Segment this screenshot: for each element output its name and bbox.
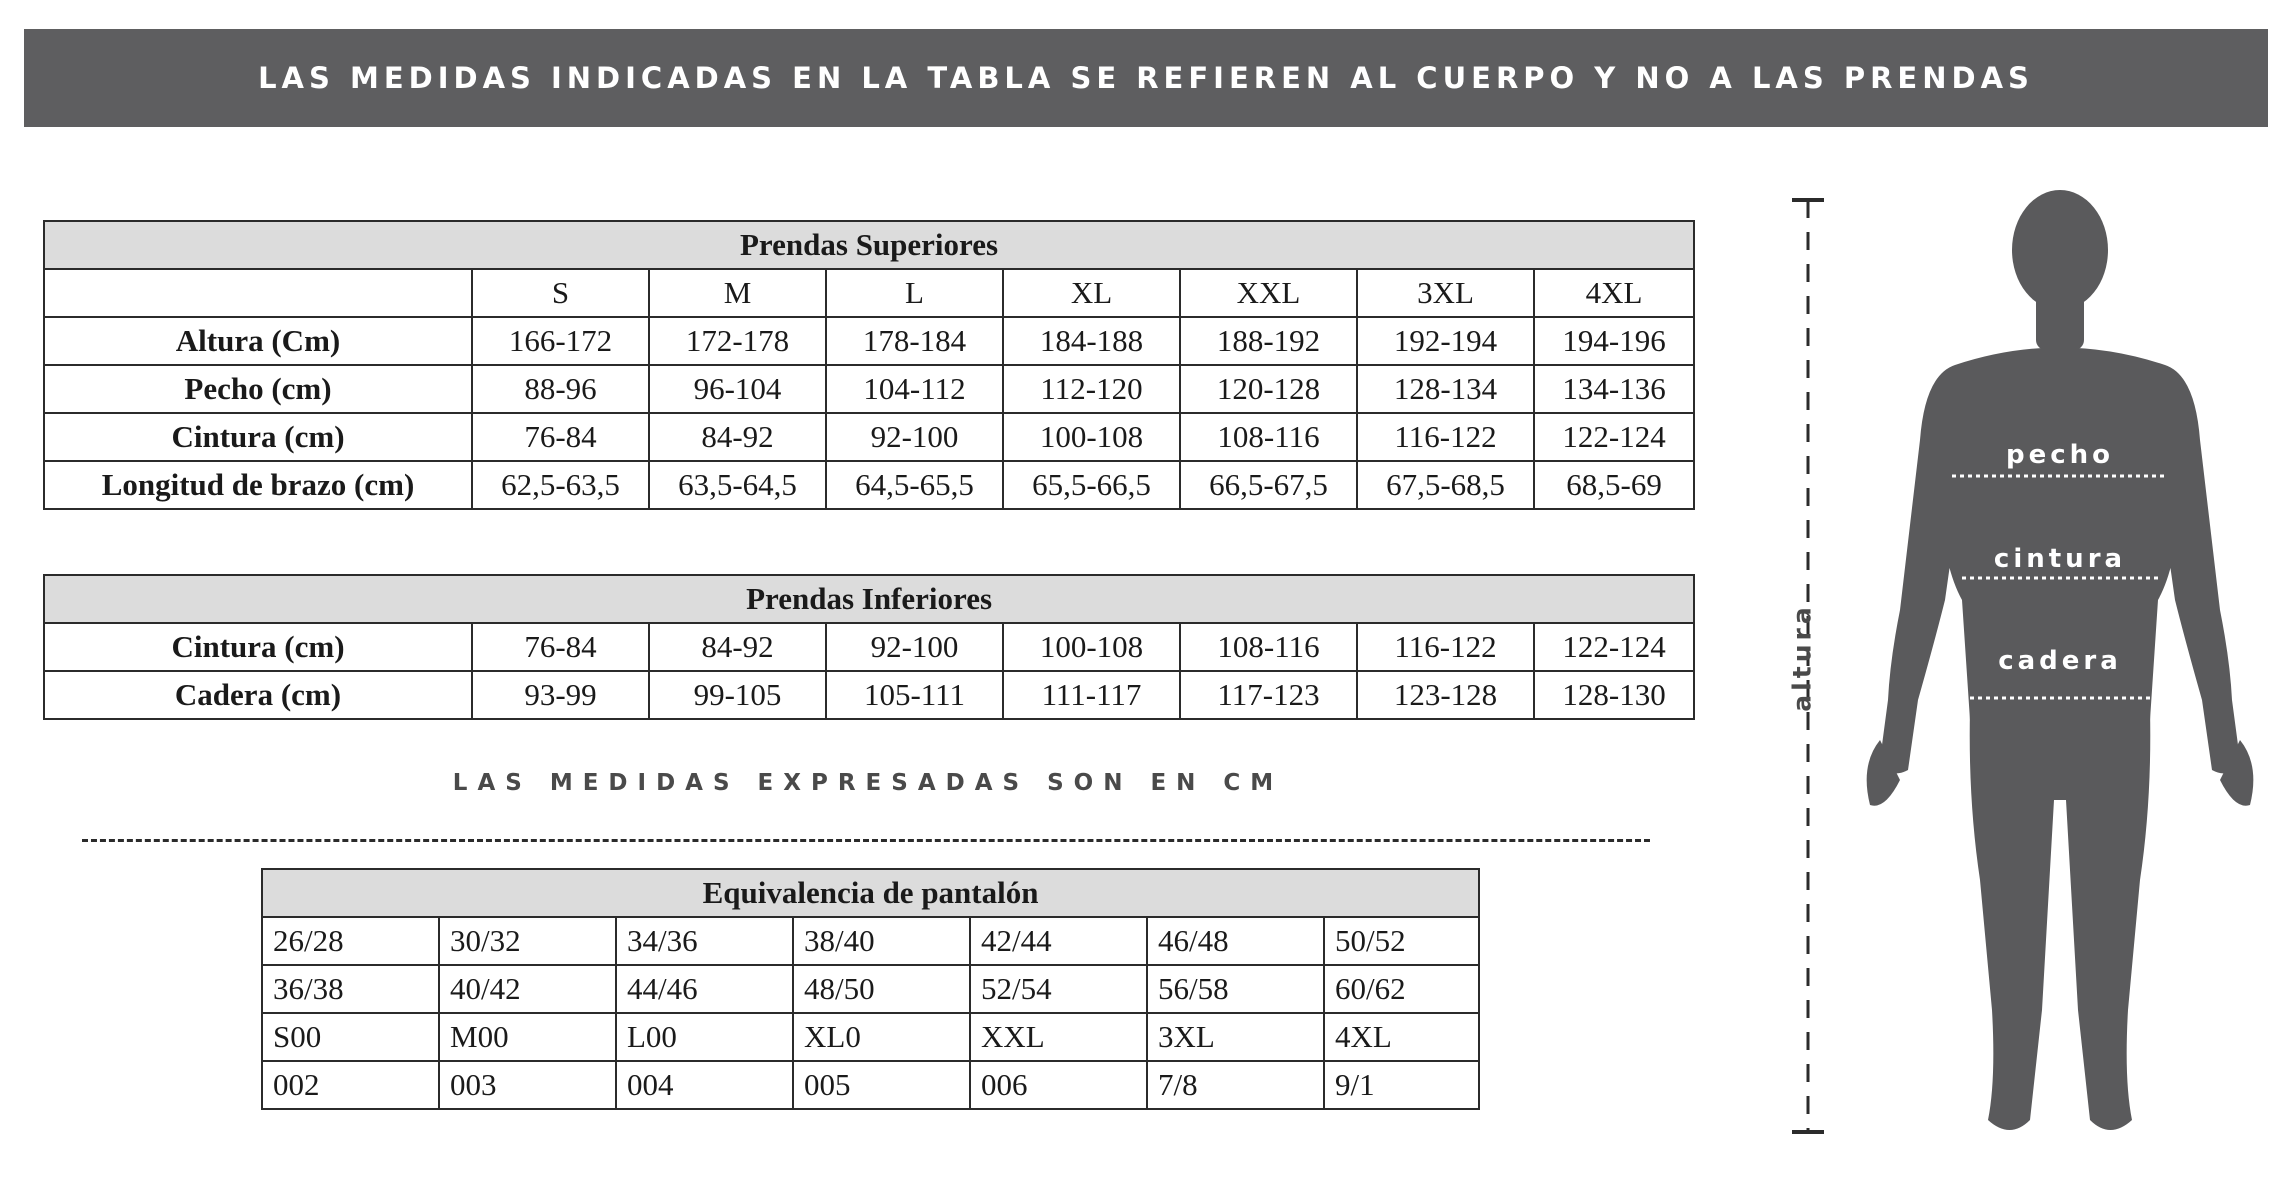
table-cell: 122-124 [1534,623,1694,671]
table-cell: 99-105 [649,671,826,719]
table-cell: 44/46 [616,965,793,1013]
table-cell: 64,5-65,5 [826,461,1003,509]
size-header: 3XL [1357,269,1534,317]
table-cell: 92-100 [826,623,1003,671]
table-cell: 128-134 [1357,365,1534,413]
table-row [262,1061,1479,1109]
lower-garments-title: Prendas Inferiores [44,575,1694,623]
table-cell: 9/1 [1324,1061,1479,1109]
altura-label: altura [1787,603,1817,712]
size-header: XL [1003,269,1180,317]
table-cell: 63,5-64,5 [649,461,826,509]
row-label: Cintura (cm) [44,413,472,461]
table-row [44,365,1694,413]
table-cell: 68,5-69 [1534,461,1694,509]
size-header: S [472,269,649,317]
table-cell: 002 [262,1061,439,1109]
table-cell: 66,5-67,5 [1180,461,1357,509]
table-cell: 100-108 [1003,623,1180,671]
size-header-row [44,269,1694,317]
table-cell: 104-112 [826,365,1003,413]
table-cell: 108-116 [1180,413,1357,461]
table-cell: 60/62 [1324,965,1479,1013]
table-cell: 004 [616,1061,793,1109]
table-cell: M00 [439,1013,616,1061]
upper-garments-table [43,220,1695,510]
row-label: Longitud de brazo (cm) [44,461,472,509]
pecho-label: pecho [2005,440,2115,470]
upper-garments-title: Prendas Superiores [44,221,1694,269]
table-cell: 105-111 [826,671,1003,719]
table-row [44,461,1694,509]
table-cell: 84-92 [649,413,826,461]
table-cell: 122-124 [1534,413,1694,461]
equivalence-title: Equivalencia de pantalón [262,869,1479,917]
cadera-label: cadera [1998,646,2122,676]
table-cell: 112-120 [1003,365,1180,413]
table-row [44,623,1694,671]
table-row [44,317,1694,365]
table-cell: XXL [970,1013,1147,1061]
table-cell: 26/28 [262,917,439,965]
table-cell: 92-100 [826,413,1003,461]
table-cell: 65,5-66,5 [1003,461,1180,509]
table-cell: S00 [262,1013,439,1061]
size-header: 4XL [1534,269,1694,317]
table-cell: 76-84 [472,623,649,671]
size-header: L [826,269,1003,317]
table-cell: 34/36 [616,917,793,965]
table-cell: 003 [439,1061,616,1109]
table-cell: 50/52 [1324,917,1479,965]
table-cell: 36/38 [262,965,439,1013]
table-cell: 88-96 [472,365,649,413]
table-cell: 76-84 [472,413,649,461]
dashed-divider [82,839,1650,842]
table-cell: 30/32 [439,917,616,965]
table-cell: 40/42 [439,965,616,1013]
empty-corner-cell [44,269,472,317]
table-cell: 38/40 [793,917,970,965]
table-cell: 67,5-68,5 [1357,461,1534,509]
table-cell: L00 [616,1013,793,1061]
table-cell: 172-178 [649,317,826,365]
table-cell: 4XL [1324,1013,1479,1061]
table-cell: 96-104 [649,365,826,413]
table-cell: 93-99 [472,671,649,719]
header-banner: LAS MEDIDAS INDICADAS EN LA TABLA SE REFIEREN AL CUERPO Y NO A LAS PRENDAS [24,29,2268,127]
table-row [44,671,1694,719]
table-cell: 42/44 [970,917,1147,965]
table-cell: 120-128 [1180,365,1357,413]
table-cell: 184-188 [1003,317,1180,365]
table-cell: 192-194 [1357,317,1534,365]
row-label: Pecho (cm) [44,365,472,413]
table-cell: 111-117 [1003,671,1180,719]
row-label: Altura (Cm) [44,317,472,365]
lower-garments-table [43,574,1695,720]
table-cell: 56/58 [1147,965,1324,1013]
table-cell: 166-172 [472,317,649,365]
table-cell: 006 [970,1061,1147,1109]
table-cell: 84-92 [649,623,826,671]
table-row [262,917,1479,965]
table-cell: 116-122 [1357,413,1534,461]
size-header: M [649,269,826,317]
table-cell: 188-192 [1180,317,1357,365]
row-label: Cadera (cm) [44,671,472,719]
table-cell: 134-136 [1534,365,1694,413]
table-cell: 108-116 [1180,623,1357,671]
table-row [262,1013,1479,1061]
table-cell: 128-130 [1534,671,1694,719]
body-measurement-figure [1740,180,2280,1180]
table-cell: XL0 [793,1013,970,1061]
table-cell: 100-108 [1003,413,1180,461]
table-cell: 3XL [1147,1013,1324,1061]
row-label: Cintura (cm) [44,623,472,671]
table-cell: 123-128 [1357,671,1534,719]
table-cell: 194-196 [1534,317,1694,365]
units-note: LAS MEDIDAS EXPRESADAS SON EN CM [452,770,1284,796]
table-cell: 62,5-63,5 [472,461,649,509]
pants-equivalence-table [261,868,1480,1110]
table-cell: 48/50 [793,965,970,1013]
table-cell: 46/48 [1147,917,1324,965]
table-cell: 117-123 [1180,671,1357,719]
table-row [44,413,1694,461]
table-cell: 178-184 [826,317,1003,365]
table-cell: 005 [793,1061,970,1109]
size-header: XXL [1180,269,1357,317]
table-cell: 7/8 [1147,1061,1324,1109]
table-cell: 116-122 [1357,623,1534,671]
table-row [262,965,1479,1013]
cintura-label: cintura [1993,544,2127,574]
table-cell: 52/54 [970,965,1147,1013]
